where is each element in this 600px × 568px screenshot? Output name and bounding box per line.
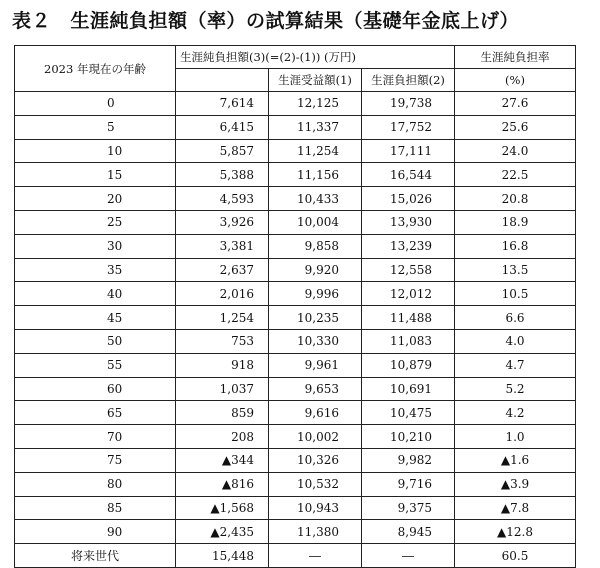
age-cell: 0 (15, 92, 176, 116)
rate-cell: 20.8 (455, 187, 576, 211)
age-cell: 35 (15, 258, 176, 282)
net-burden-cell: 208 (176, 425, 269, 449)
burden-cell: 19,738 (362, 92, 455, 116)
net-burden-cell: 5,857 (176, 139, 269, 163)
rate-cell: 10.5 (455, 282, 576, 306)
table-row (15, 234, 576, 258)
rate-cell: 4.0 (455, 329, 576, 353)
benefit-cell: 9,996 (269, 282, 362, 306)
age-cell: 5 (15, 115, 176, 139)
rate-cell: ▲7.8 (455, 496, 576, 520)
net-burden-cell: ▲344 (176, 448, 269, 472)
table-row (15, 187, 576, 211)
burden-cell: 17,752 (362, 115, 455, 139)
benefit-cell: 9,961 (269, 353, 362, 377)
results-table (14, 45, 576, 568)
table-row (15, 353, 576, 377)
rate-cell: 60.5 (455, 544, 576, 568)
rate-cell: 13.5 (455, 258, 576, 282)
table-row (15, 425, 576, 449)
table-row (15, 472, 576, 496)
rate-cell: 4.7 (455, 353, 576, 377)
age-cell: 70 (15, 425, 176, 449)
benefit-cell: ― (269, 544, 362, 568)
net-burden-cell: 3,381 (176, 234, 269, 258)
rate-cell: ▲12.8 (455, 520, 576, 544)
benefit-column-header: 生涯受益額(1) (269, 69, 362, 92)
net-burden-cell: 7,614 (176, 92, 269, 116)
age-cell: 85 (15, 496, 176, 520)
benefit-cell: 10,004 (269, 210, 362, 234)
table-row (15, 115, 576, 139)
age-cell: 60 (15, 377, 176, 401)
table-row (15, 306, 576, 330)
net-burden-cell: 3,926 (176, 210, 269, 234)
burden-cell: 16,544 (362, 163, 455, 187)
benefit-cell: 9,858 (269, 234, 362, 258)
benefit-cell: 10,330 (269, 329, 362, 353)
benefit-cell: 9,920 (269, 258, 362, 282)
net-burden-cell: 1,254 (176, 306, 269, 330)
burden-cell: 8,945 (362, 520, 455, 544)
net-burden-cell: 1,037 (176, 377, 269, 401)
benefit-cell: 11,337 (269, 115, 362, 139)
net-burden-cell: ▲816 (176, 472, 269, 496)
net-burden-cell: 2,637 (176, 258, 269, 282)
table-row (15, 448, 576, 472)
age-cell: 50 (15, 329, 176, 353)
rate-column-header: 生涯純負担率 (455, 46, 576, 69)
rate-cell: 27.6 (455, 92, 576, 116)
burden-cell: 9,716 (362, 472, 455, 496)
net-burden-cell: 859 (176, 401, 269, 425)
table-row (15, 139, 576, 163)
burden-cell: 10,879 (362, 353, 455, 377)
age-cell: 10 (15, 139, 176, 163)
rate-cell: 18.9 (455, 210, 576, 234)
burden-cell: 11,083 (362, 329, 455, 353)
table-row (15, 329, 576, 353)
net-subheader-blank (176, 69, 269, 92)
net-burden-cell: 4,593 (176, 187, 269, 211)
table-row (15, 210, 576, 234)
burden-cell: 13,239 (362, 234, 455, 258)
age-cell: 65 (15, 401, 176, 425)
age-cell: 90 (15, 520, 176, 544)
benefit-cell: 10,326 (269, 448, 362, 472)
burden-cell: 15,026 (362, 187, 455, 211)
burden-cell: ― (362, 544, 455, 568)
burden-cell: 11,488 (362, 306, 455, 330)
age-cell: 75 (15, 448, 176, 472)
age-cell: 25 (15, 210, 176, 234)
benefit-cell: 10,943 (269, 496, 362, 520)
rate-cell: ▲3.9 (455, 472, 576, 496)
rate-cell: 22.5 (455, 163, 576, 187)
benefit-cell: 10,433 (269, 187, 362, 211)
burden-cell: 10,210 (362, 425, 455, 449)
future-generation-label: 将来世代 (15, 544, 176, 568)
future-generation-row (15, 544, 576, 568)
burden-column-header: 生涯負担額(2) (362, 69, 455, 92)
table-row (15, 520, 576, 544)
burden-cell: 13,930 (362, 210, 455, 234)
net-burden-cell: ▲1,568 (176, 496, 269, 520)
net-burden-cell: 753 (176, 329, 269, 353)
burden-cell: 10,691 (362, 377, 455, 401)
table-row (15, 163, 576, 187)
table-row (15, 282, 576, 306)
rate-cell: 4.2 (455, 401, 576, 425)
benefit-cell: 12,125 (269, 92, 362, 116)
net-burden-cell: 2,016 (176, 282, 269, 306)
rate-unit-header: (%) (455, 69, 576, 92)
age-cell: 55 (15, 353, 176, 377)
net-burden-cell: 5,388 (176, 163, 269, 187)
benefit-cell: 11,156 (269, 163, 362, 187)
age-cell: 80 (15, 472, 176, 496)
table-row (15, 258, 576, 282)
table-title: 表２ 生涯純負担額（率）の試算結果（基礎年金底上げ） (12, 10, 520, 32)
table-row (15, 377, 576, 401)
rate-cell: 16.8 (455, 234, 576, 258)
benefit-cell: 9,616 (269, 401, 362, 425)
benefit-cell: 10,235 (269, 306, 362, 330)
net-burden-cell: 15,448 (176, 544, 269, 568)
net-burden-cell: 6,415 (176, 115, 269, 139)
table-row (15, 401, 576, 425)
age-cell: 20 (15, 187, 176, 211)
burden-cell: 10,475 (362, 401, 455, 425)
age-cell: 45 (15, 306, 176, 330)
burden-cell: 9,375 (362, 496, 455, 520)
burden-cell: 12,012 (362, 282, 455, 306)
age-column-header: 2023 年現在の年齢 (15, 46, 176, 92)
age-cell: 30 (15, 234, 176, 258)
rate-cell: ▲1.6 (455, 448, 576, 472)
table-row (15, 496, 576, 520)
benefit-cell: 9,653 (269, 377, 362, 401)
rate-cell: 5.2 (455, 377, 576, 401)
burden-cell: 9,982 (362, 448, 455, 472)
benefit-cell: 10,532 (269, 472, 362, 496)
net-burden-cell: ▲2,435 (176, 520, 269, 544)
table-row (15, 92, 576, 116)
benefit-cell: 11,254 (269, 139, 362, 163)
rate-cell: 25.6 (455, 115, 576, 139)
age-cell: 40 (15, 282, 176, 306)
benefit-cell: 10,002 (269, 425, 362, 449)
age-cell: 15 (15, 163, 176, 187)
net-burden-group-header: 生涯純負担額(3)(=(2)-(1)) (万円) (176, 46, 455, 69)
benefit-cell: 11,380 (269, 520, 362, 544)
rate-cell: 6.6 (455, 306, 576, 330)
rate-cell: 1.0 (455, 425, 576, 449)
rate-cell: 24.0 (455, 139, 576, 163)
table-body (15, 92, 576, 568)
net-burden-cell: 918 (176, 353, 269, 377)
burden-cell: 12,558 (362, 258, 455, 282)
burden-cell: 17,111 (362, 139, 455, 163)
